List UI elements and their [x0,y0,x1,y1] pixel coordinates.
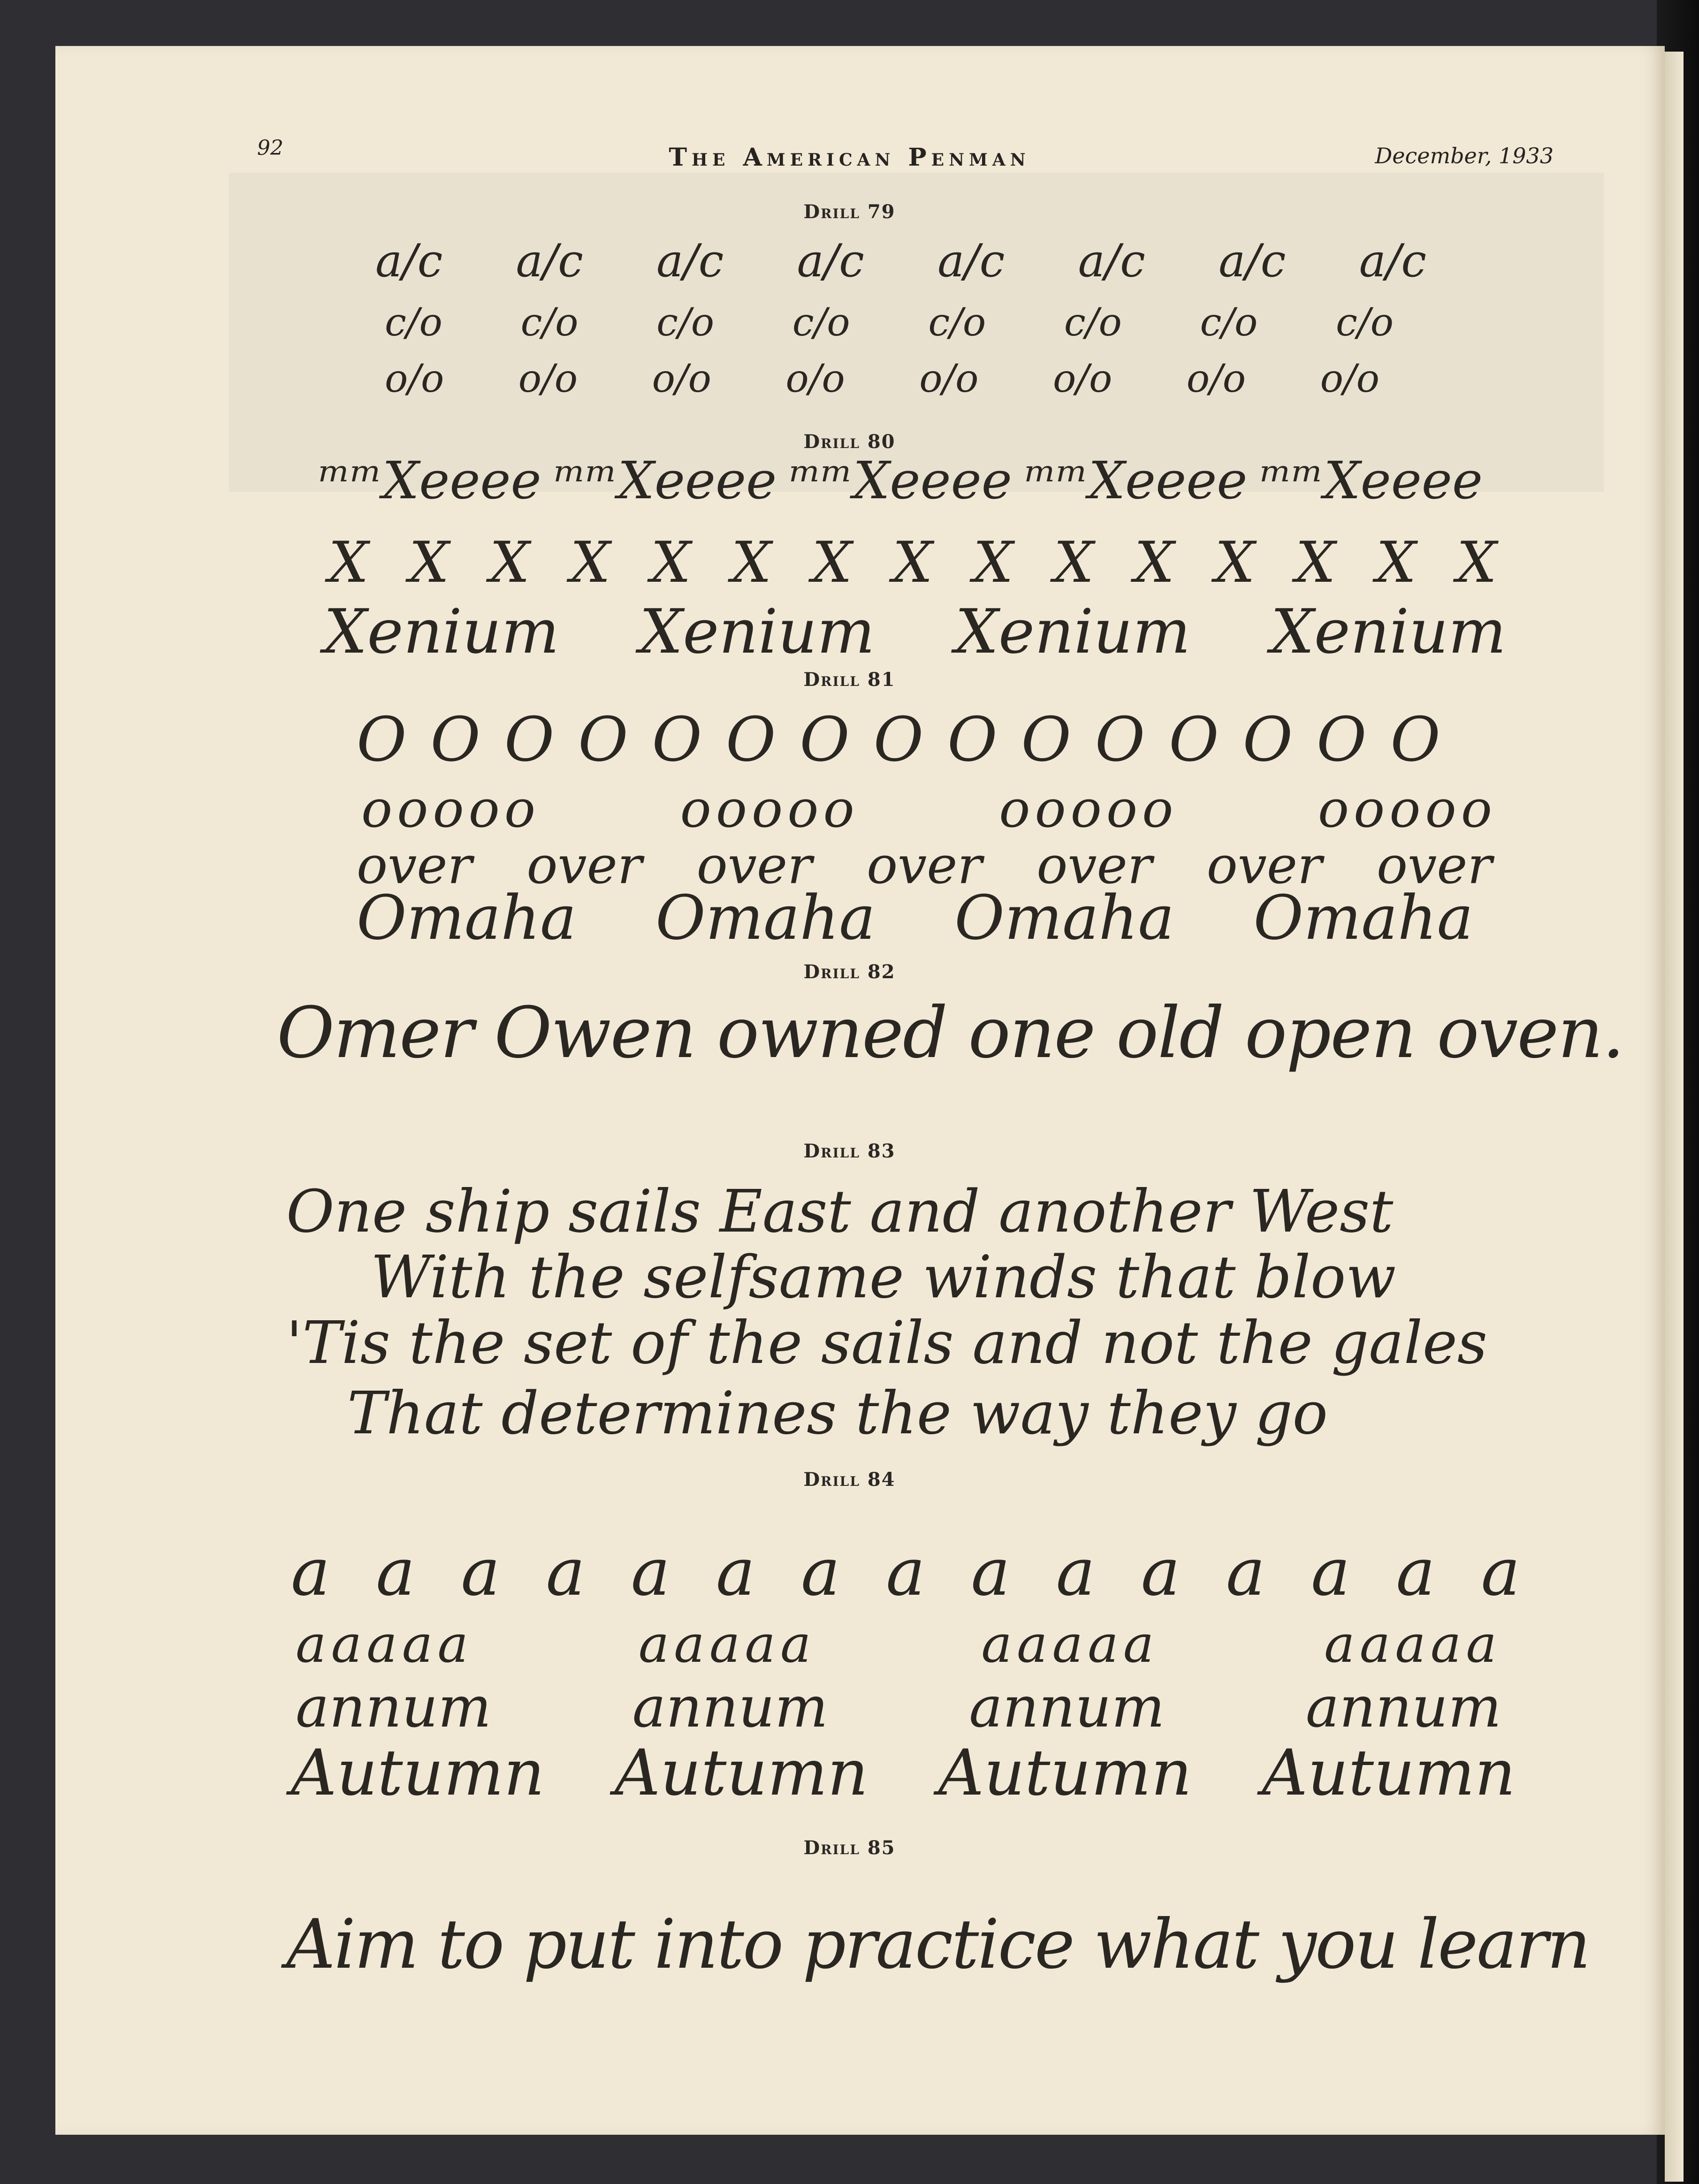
drill-79-row-3 [385,357,1379,401]
o-capital: O [1169,704,1219,775]
a-capital: a [801,1534,840,1611]
word-over: over [1036,835,1152,895]
oo-stroke-group: o/o [1052,357,1112,401]
co-stroke-group: c/o [1064,300,1122,345]
word-omaha: Omaha [954,882,1174,953]
ac-stroke-group: a/c [516,235,583,287]
mx-stroke-group: ᵐᵐXeeee [1025,450,1248,510]
x-capital: X [1376,530,1417,595]
o-capital: O [1095,704,1145,775]
x-capital: X [1134,530,1174,595]
o-capital: O [1316,704,1367,775]
a-capital: a [716,1534,755,1611]
word-over: over [1206,835,1322,895]
drill-81-row-4 [357,882,1473,953]
drill-84-row-1 [291,1534,1520,1611]
a-lowercase-group: aaaaa [296,1614,473,1674]
word-xenium: Xenium [324,596,559,667]
oo-stroke-group: o/o [1186,357,1246,401]
word-over: over [526,835,642,895]
word-omaha: Omaha [655,882,876,953]
o-capital: O [430,704,480,775]
ac-stroke-group: a/c [937,235,1005,287]
x-capital: X [1295,530,1336,595]
word-autumn: Autumn [1262,1736,1516,1810]
x-capital: X [731,530,772,595]
o-capital: O [1021,704,1071,775]
page-number: 92 [257,136,283,160]
oo-stroke-group: o/o [1320,357,1379,401]
mx-stroke-group: ᵐᵐXeeee [790,450,1012,510]
o-capital: O [504,704,555,775]
drill-81-title: Drill 81 [803,669,896,691]
drill-85-title: Drill 85 [803,1837,896,1859]
a-capital: a [1141,1534,1181,1611]
a-capital: a [291,1534,330,1611]
o-capital: O [873,704,924,775]
x-capital: X [892,530,933,595]
drill-80-row-3 [324,596,1506,667]
word-xenium: Xenium [1271,596,1506,667]
word-xenium: Xenium [639,596,875,667]
a-lowercase-group: aaaaa [1324,1614,1501,1674]
word-omaha: Omaha [1253,882,1473,953]
ac-stroke-group: a/c [656,235,724,287]
next-page-edge [1665,52,1684,2182]
co-stroke-group: c/o [1336,300,1394,345]
a-lowercase-group: aaaaa [638,1614,816,1674]
drill-81-row-1 [357,704,1440,775]
drill-80-row-1 [319,450,1483,510]
a-capital: a [1481,1534,1520,1611]
drill-80-title: Drill 80 [803,431,896,453]
a-capital: a [1311,1534,1350,1611]
drill-84-title: Drill 84 [803,1469,896,1491]
ac-stroke-group: a/c [375,235,443,287]
x-capital: X [973,530,1013,595]
word-over: over [357,835,472,895]
o-capital: O [1390,704,1440,775]
word-autumn: Autumn [614,1736,869,1810]
drill-83-line-1: One ship sails East and another West [286,1178,1394,1246]
a-capital: a [886,1534,925,1611]
drill-84-row-4 [291,1736,1516,1810]
o-lowercase-group: ooooo [361,779,541,839]
x-capital: X [1053,530,1094,595]
a-capital: a [1226,1534,1265,1611]
ac-stroke-group: a/c [1078,235,1145,287]
drill-84-row-2 [296,1614,1501,1674]
drill-82-title: Drill 82 [803,961,896,983]
drill-82-sentence: Omer Owen owned one old open oven. [277,992,1624,1074]
drill-79-row-2 [385,300,1394,345]
x-capital: X [1456,530,1497,595]
o-capital: O [357,704,407,775]
word-autumn: Autumn [291,1736,545,1810]
x-capital: X [409,530,450,595]
oo-stroke-group: o/o [385,357,444,401]
x-capital: X [1215,530,1255,595]
drill-83-line-3: 'Tis the set of the sails and not the gales [286,1309,1487,1377]
ac-stroke-group: a/c [797,235,864,287]
o-capital: O [725,704,776,775]
a-capital: a [1056,1534,1096,1611]
o-lowercase-group: ooooo [999,779,1178,839]
oo-stroke-group: o/o [919,357,979,401]
oo-stroke-group: o/o [518,357,578,401]
word-annum: annum [296,1675,492,1740]
word-over: over [696,835,812,895]
co-stroke-group: c/o [792,300,850,345]
co-stroke-group: c/o [928,300,986,345]
drill-83-title: Drill 83 [803,1140,896,1162]
mx-stroke-group: ᵐᵐXeeee [319,450,541,510]
a-capital: a [1396,1534,1435,1611]
oo-stroke-group: o/o [652,357,711,401]
o-lowercase-group: ooooo [680,779,859,839]
drill-83-line-2: With the selfsame winds that blow [371,1243,1396,1311]
o-lowercase-group: ooooo [1318,779,1497,839]
drill-79-title: Drill 79 [803,201,896,223]
mx-stroke-group: ᵐᵐXeeee [1260,450,1483,510]
o-capital: O [947,704,998,775]
o-capital: O [578,704,628,775]
a-lowercase-group: aaaaa [981,1614,1159,1674]
x-capital: X [651,530,691,595]
drill-81-row-2 [361,779,1497,839]
word-annum: annum [969,1675,1165,1740]
a-capital: a [376,1534,415,1611]
x-capital: X [328,530,369,595]
drill-80-row-2 [328,530,1497,595]
drill-83-line-4: That determines the way they go [347,1379,1328,1447]
issue-date: December, 1933 [1375,143,1554,168]
masthead-title: The American Penman [669,143,1030,172]
drill-85-sentence: Aim to put into practice what you learn [286,1905,1590,1984]
ac-stroke-group: a/c [1219,235,1286,287]
a-capital: a [971,1534,1010,1611]
word-annum: annum [632,1675,828,1740]
word-autumn: Autumn [938,1736,1192,1810]
a-capital: a [631,1534,670,1611]
x-capital: X [570,530,610,595]
o-capital: O [1242,704,1293,775]
mx-stroke-group: ᵐᵐXeeee [554,450,777,510]
drill-79-row-1 [375,235,1426,287]
oo-stroke-group: o/o [785,357,845,401]
word-annum: annum [1305,1675,1501,1740]
word-omaha: Omaha [357,882,577,953]
co-stroke-group: c/o [656,300,715,345]
a-capital: a [546,1534,585,1611]
word-xenium: Xenium [955,596,1191,667]
x-capital: X [812,530,852,595]
word-over: over [866,835,982,895]
co-stroke-group: c/o [520,300,579,345]
x-capital: X [489,530,530,595]
a-capital: a [461,1534,500,1611]
o-capital: O [800,704,850,775]
co-stroke-group: c/o [1200,300,1258,345]
drill-84-row-3 [296,1675,1501,1740]
word-over: over [1376,835,1492,895]
co-stroke-group: c/o [385,300,442,345]
o-capital: O [652,704,702,775]
ac-stroke-group: a/c [1359,235,1426,287]
